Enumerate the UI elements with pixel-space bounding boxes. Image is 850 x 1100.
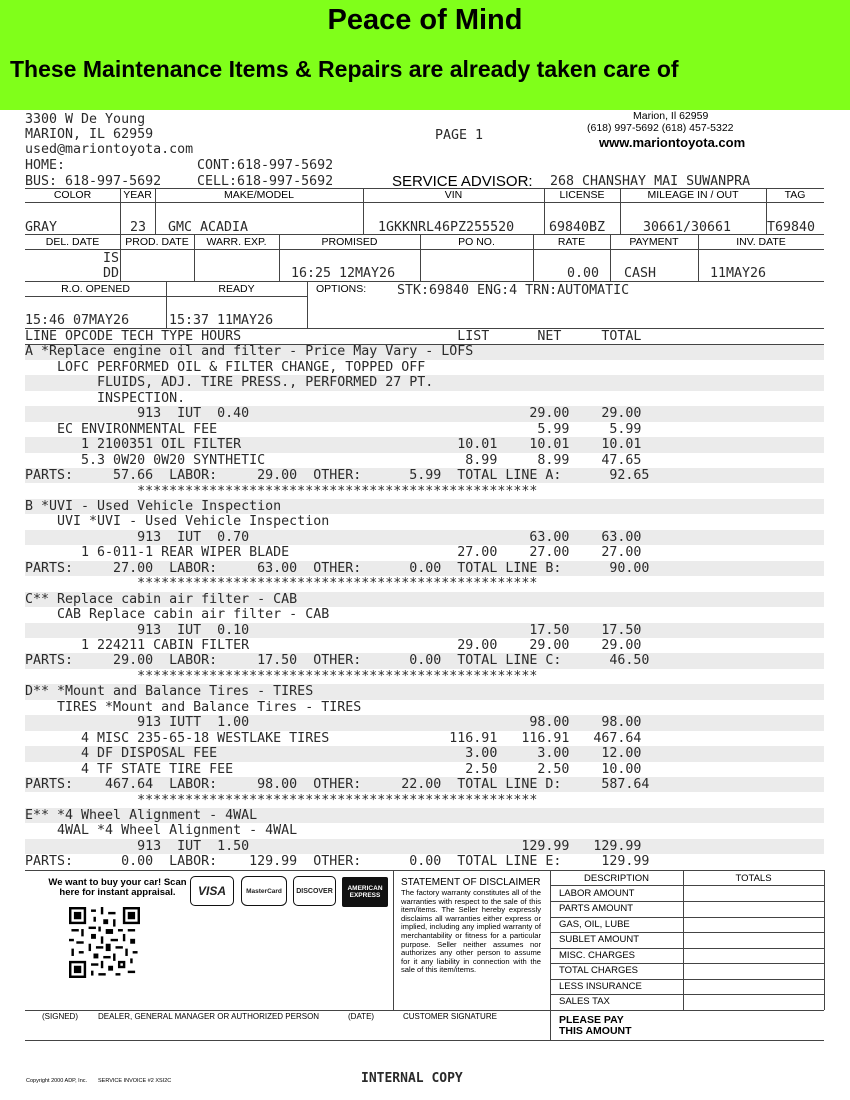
invoice-line: ************************************************** (25, 576, 538, 592)
invoice-line: ************************************************** (25, 668, 538, 684)
summary-total-value (684, 886, 824, 901)
promised-value: 16:25 12MAY26 (291, 266, 396, 281)
invoice-line: PARTS: 467.64 LABOR: 98.00 OTHER: 22.00 TOTAL LINE D: 587.64 (25, 777, 650, 793)
banner-title: Peace of Mind (327, 4, 523, 36)
col-header-make-model: MAKE/MODEL (223, 189, 294, 201)
summary-total-value (684, 979, 824, 994)
amex-card-logo (342, 877, 388, 907)
vehicle-vin: 1GKKNRL46PZ255520 (378, 220, 515, 235)
dealer-phones-right: (618) 997-5692 (618) 457-5322 (587, 122, 734, 134)
dealer-city-right: Marion, Il 62959 (633, 110, 709, 122)
summary-total-value (684, 948, 824, 963)
col-header-vin: VIN (444, 189, 463, 201)
col-header-del-date: DEL. DATE (45, 236, 100, 248)
buy-car-text-line1: We want to buy your car! Scan (48, 877, 187, 888)
dealer-email: used@mariontoyota.com (25, 142, 194, 157)
invoice-line: A *Replace engine oil and filter - Price May Vary - LOFS (25, 344, 474, 360)
line-items-header: LINE OPCODE TECH TYPE HOURS LIST NET TOTAL (25, 329, 642, 344)
vehicle-license: 69840BZ (549, 220, 606, 235)
summary-total-value (684, 994, 824, 1009)
invoice-line: ************************************************** (25, 792, 538, 808)
col-header-color: COLOR (53, 189, 92, 201)
business-phone: BUS: 618-997-5692 (25, 174, 162, 189)
please-pay-line1: PLEASE PAY (559, 1014, 624, 1026)
qr-code-icon[interactable] (69, 907, 140, 978)
mastercard-logo: MasterCard (241, 876, 287, 906)
invoice-line: 913 IUTT 1.00 98.00 98.00 (25, 715, 642, 731)
vehicle-tag: T69840 (767, 220, 816, 235)
ro-ready-value: 15:37 11MAY26 (169, 313, 274, 328)
disclaimer-text: The factory warranty constitutes all of the warranties with respect to the sale of this item/items. The Seller hereby expressly disclaims all warranties either express or implied, including any implied warranty of merchantability or fitness for a particular purpose. Seller neither assumes nor authorizes any other person to assume for it any liability in connection with the sale of this item/items. (401, 888, 541, 975)
signed-label: (SIGNED) (42, 1012, 78, 1021)
internal-copy-label: INTERNAL COPY (361, 1071, 463, 1086)
promo-banner (0, 0, 850, 110)
visa-card-logo: VISA (190, 876, 234, 906)
invoice-line: PARTS: 57.66 LABOR: 29.00 OTHER: 5.99 TOTAL LINE A: 92.65 (25, 468, 650, 484)
invoice-line: C** Replace cabin air filter - CAB (25, 591, 298, 607)
invoice-line: 913 IUT 0.10 17.50 17.50 (25, 622, 642, 638)
summary-label: MISC. CHARGES (559, 949, 636, 961)
invoice-line: UVI *UVI - Used Vehicle Inspection (25, 514, 330, 530)
invoice-line: PARTS: 29.00 LABOR: 17.50 OTHER: 0.00 TOTAL LINE C: 46.50 (25, 653, 650, 669)
description-header: DESCRIPTION (584, 873, 649, 884)
summary-total-value (684, 963, 824, 978)
buy-car-text-line2: here for instant appraisal. (59, 887, 176, 898)
summary-label: PARTS AMOUNT (559, 903, 634, 915)
invoice-line: LOFC PERFORMED OIL & FILTER CHANGE, TOPPED OFF (25, 359, 426, 375)
banner-subtitle: These Maintenance Items & Repairs are already taken care of (10, 56, 679, 82)
home-phone-label: HOME: (25, 158, 66, 173)
invoice-line: INSPECTION. (25, 390, 186, 406)
invoice-line: PARTS: 27.00 LABOR: 63.00 OTHER: 0.00 TOTAL LINE B: 90.00 (25, 560, 650, 576)
rate-value: 0.00 (567, 266, 600, 281)
summary-total-value (684, 917, 824, 932)
invoice-line: 4WAL *4 Wheel Alignment - 4WAL (25, 823, 298, 839)
summary-label: TOTAL CHARGES (559, 965, 639, 977)
dealer-address-line2: MARION, IL 62959 (25, 127, 154, 142)
invoice-line: 913 IUT 0.40 29.00 29.00 (25, 406, 642, 422)
amex-line1: AMERICAN (347, 885, 383, 892)
service-advisor-name: 268 CHANSHAY MAI SUWANPRA (550, 174, 751, 189)
invoice-line: B *UVI - Used Vehicle Inspection (25, 498, 282, 514)
invoice-line: 4 TF STATE TIRE FEE 2.50 2.50 10.00 (25, 761, 642, 777)
discover-card-logo: DISCOVER (293, 876, 336, 906)
col-header-tag: TAG (784, 189, 806, 201)
summary-total-value (684, 932, 824, 947)
invoice-date-value: 11MAY26 (710, 266, 767, 281)
invoice-line: 913 IUT 0.70 63.00 63.00 (25, 529, 642, 545)
service-advisor-label: SERVICE ADVISOR: (392, 173, 533, 190)
col-header-mileage: MILEAGE IN / OUT (647, 189, 739, 201)
col-header-payment: PAYMENT (629, 236, 679, 248)
dealer-signature-label: DEALER, GENERAL MANAGER OR AUTHORIZED PERSON (98, 1012, 320, 1021)
invoice-line: FLUIDS, ADJ. TIRE PRESS., PERFORMED 27 PT. (25, 375, 434, 391)
divider (25, 202, 824, 203)
col-header-inv-date: INV. DATE (736, 236, 786, 248)
del-date-line1: IS (103, 251, 120, 266)
summary-label: GAS, OIL, LUBE (559, 918, 630, 930)
invoice-line: 1 2100351 OIL FILTER 10.01 10.01 10.01 (25, 437, 642, 453)
invoice-line: E** *4 Wheel Alignment - 4WAL (25, 807, 258, 823)
options-value: STK:69840 ENG:4 TRN:AUTOMATIC (397, 283, 630, 298)
invoice-line: 4 MISC 235-65-18 WESTLAKE TIRES 116.91 116.91 467.64 (25, 730, 642, 746)
summary-label: LABOR AMOUNT (559, 888, 635, 899)
dealer-website: www.mariontoyota.com (599, 135, 746, 150)
summary-label: SUBLET AMOUNT (559, 934, 640, 946)
cell-phone: CELL:618-997-5692 (197, 174, 334, 189)
invoice-line: 4 DF DISPOSAL FEE 3.00 3.00 12.00 (25, 746, 642, 762)
col-header-year: YEAR (123, 189, 152, 201)
del-date-line2: DD (103, 266, 120, 281)
dealer-address-line1: 3300 W De Young (25, 112, 146, 127)
disclaimer-title: STATEMENT OF DISCLAIMER (401, 877, 541, 888)
invoice-line: 5.3 0W20 0W20 SYNTHETIC 8.99 8.99 47.65 (25, 452, 642, 468)
please-pay-line2: THIS AMOUNT (559, 1025, 632, 1037)
vehicle-make-model: GMC ACADIA (168, 220, 249, 235)
invoice-line: PARTS: 0.00 LABOR: 129.99 OTHER: 0.00 TOTAL LINE E: 129.99 (25, 854, 650, 870)
invoice-line: D** *Mount and Balance Tires - TIRES (25, 684, 314, 700)
invoice-line: TIRES *Mount and Balance Tires - TIRES (25, 699, 362, 715)
invoice-line: CAB Replace cabin air filter - CAB (25, 607, 330, 623)
col-header-rate: RATE (557, 236, 586, 248)
page-number: PAGE 1 (435, 128, 484, 143)
options-label: OPTIONS: (316, 283, 367, 295)
form-id-text: SERVICE INVOICE #2 XSI2C (98, 1078, 172, 1084)
copyright-text: Copyright 2000 ADP, Inc. (26, 1078, 88, 1084)
vehicle-mileage: 30661/30661 (643, 220, 732, 235)
invoice-line: EC ENVIRONMENTAL FEE 5.99 5.99 (25, 421, 642, 437)
col-header-ro-opened: R.O. OPENED (61, 283, 130, 295)
col-header-license: LICENSE (559, 189, 605, 201)
customer-signature-label: CUSTOMER SIGNATURE (403, 1012, 497, 1021)
amex-line2: EXPRESS (349, 892, 381, 899)
ro-opened-value: 15:46 07MAY26 (25, 313, 130, 328)
col-header-warr-exp: WARR. EXP. (206, 236, 267, 248)
date-label: (DATE) (348, 1012, 375, 1021)
col-header-po-no: PO NO. (458, 236, 495, 248)
invoice-line: 1 224211 CABIN FILTER 29.00 29.00 29.00 (25, 638, 642, 653)
vehicle-color: GRAY (25, 220, 58, 235)
invoice-line: ************************************************** (25, 483, 538, 499)
col-header-prod-date: PROD. DATE (125, 236, 189, 248)
summary-total-value (684, 901, 824, 916)
vehicle-year: 23 (130, 220, 147, 235)
contact-phone: CONT:618-997-5692 (197, 158, 334, 173)
summary-label: LESS INSURANCE (559, 980, 642, 992)
payment-value: CASH (624, 266, 657, 281)
invoice-line: 1 6-011-1 REAR WIPER BLADE 27.00 27.00 27.00 (25, 545, 642, 561)
col-header-ready: READY (218, 283, 255, 295)
totals-header: TOTALS (735, 873, 772, 884)
invoice-line: 913 IUT 1.50 129.99 129.99 (25, 838, 642, 854)
summary-label: SALES TAX (559, 996, 610, 1008)
col-header-promised: PROMISED (321, 236, 378, 248)
